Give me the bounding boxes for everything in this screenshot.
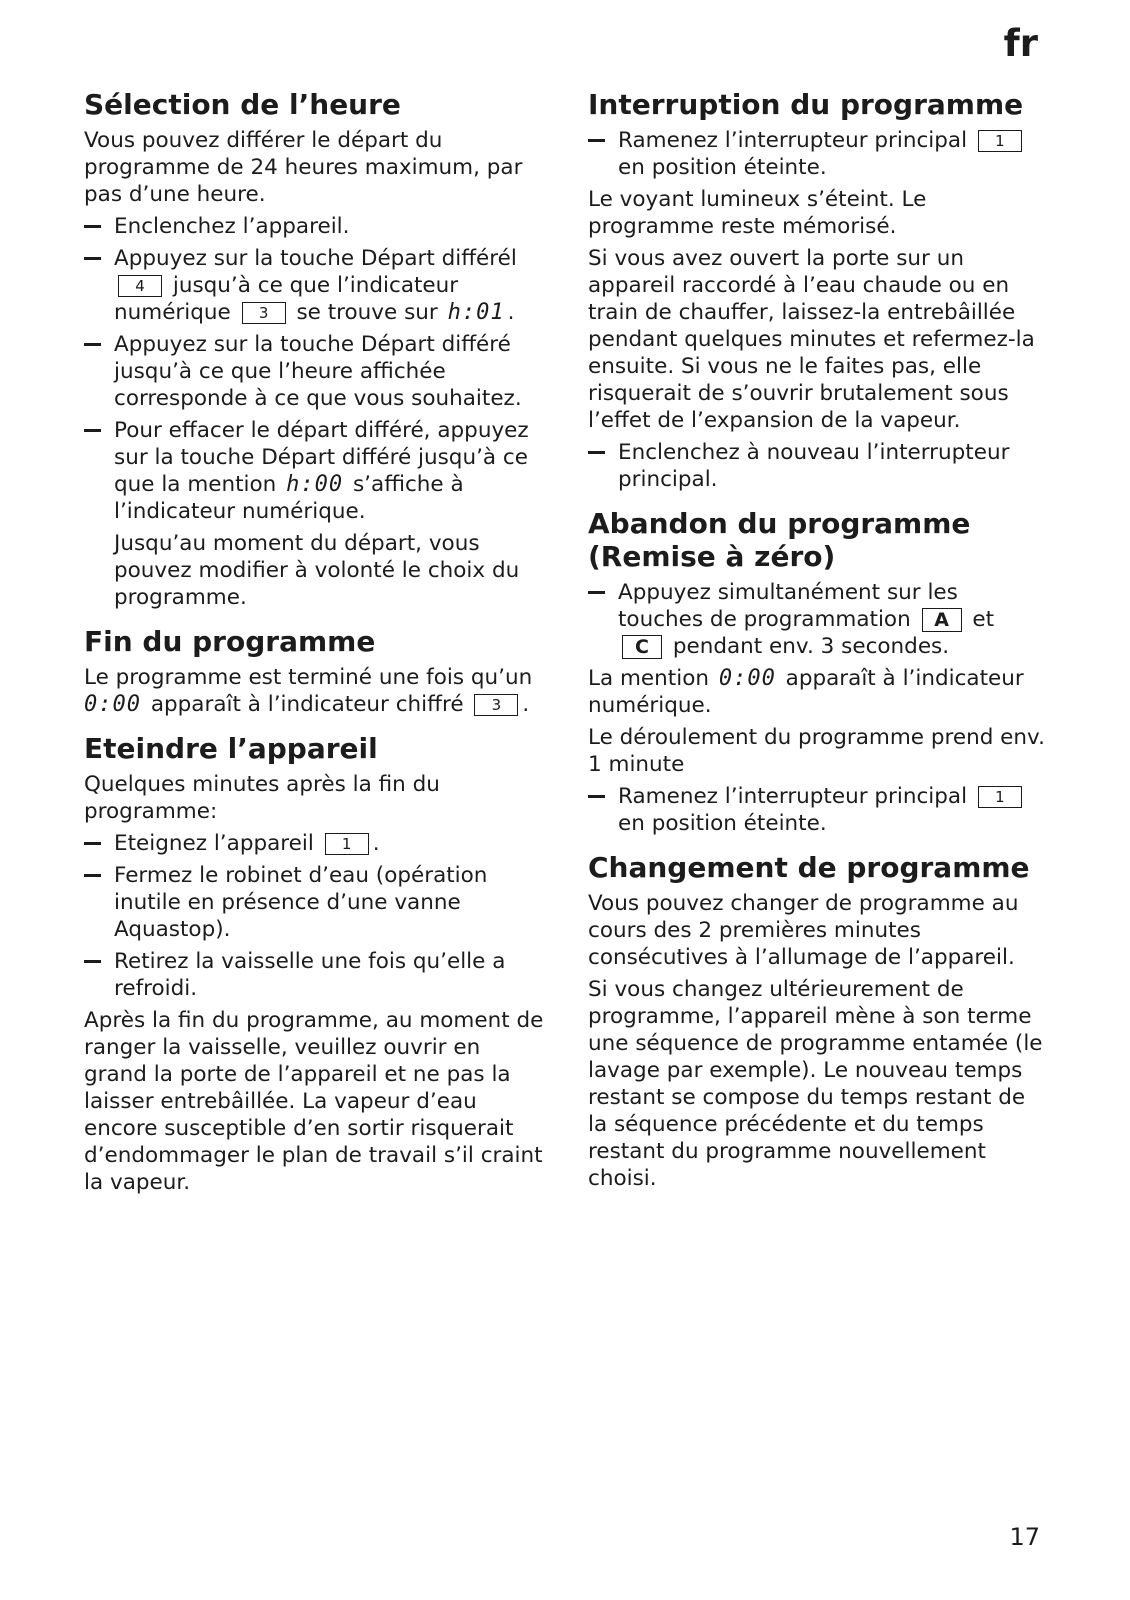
key-ref-4: 4 [118,275,162,297]
paragraph [84,664,544,718]
list-item-text: en position éteinte. [618,155,827,180]
left-column [84,88,544,1210]
list-item [84,213,544,240]
display-readout: h:01 [447,300,505,325]
paragraph: Si vous avez ouvert la porte sur un appareil raccordé à l’eau chaude ou en train de chauffer, laissez-la entrebâillée pendant quelques minutes et refermez-la ensuite. Si vous ne le faites pas, elle risquerait de s’ouvrir brutalement sous l’effet de l’expansion de la vapeur. [588,246,1035,433]
list-item-text: jusqu’à ce que l’indicateur numérique [114,273,459,325]
section-fin-programme [84,625,544,718]
page-number: 17 [1009,1523,1040,1551]
display-readout: h:00 [286,472,344,497]
section-title: Sélection de l’heure [84,88,401,121]
dash-bullet-icon [84,225,101,228]
paragraph: Vous pouvez différer le départ du programme de 24 heures maximum, par pas d’une heure. [84,128,523,207]
list-note: Jusqu’au moment du départ, vous pouvez modifier à volonté le choix du programme. [114,531,520,610]
dash-bullet-icon [84,874,101,877]
dash-bullet-icon [588,139,605,142]
list-item [84,245,544,326]
list-item-text: pendant env. 3 secondes. [672,634,950,659]
list-item-text: et [972,607,995,632]
dash-bullet-icon [84,842,101,845]
section-selection-heure [84,88,544,611]
paragraph-text: La mention [588,666,709,691]
key-ref-3: 3 [242,302,286,324]
key-ref-a: A [922,608,962,632]
list-item-text: Enclenchez l’appareil. [114,214,350,239]
list-item-text: Fermez le robinet d’eau (opération inutile en présence d’une vanne Aquastop). [114,863,488,942]
list-item-text: Ramenez l’interrupteur principal [618,784,968,809]
list-item-text: se trouve sur [296,300,438,325]
key-ref-3: 3 [474,694,518,716]
list-item-text: Ramenez l’interrupteur principal [618,128,968,153]
section-eteindre-appareil [84,732,544,1196]
instruction-list [588,783,1048,837]
punctuation: . [372,831,380,856]
paragraph-text: Le programme est terminé une fois qu’un [84,665,533,690]
list-item-text: Enclenchez à nouveau l’interrupteur principal. [618,440,1010,492]
instruction-list [588,127,1048,181]
punctuation: . [522,692,530,717]
list-item [588,127,1048,181]
instruction-list [588,579,1048,660]
list-item [588,783,1048,837]
list-item-text: Appuyez sur la touche Départ différél [114,246,517,271]
list-item [84,830,544,857]
list-item [84,331,544,412]
section-title: Interruption du programme [588,88,1024,121]
key-ref-1: 1 [325,833,369,855]
instruction-list [84,830,544,1002]
list-item-text: Retirez la vaisselle une fois qu’elle a refroidi. [114,949,506,1001]
list-item-text: s’affiche à l’indicateur numérique. [114,472,464,524]
section-title: Abandon du programme (Remise à zéro) [588,507,971,573]
list-item-text: Pour effacer le départ différé, appuyez sur la touche Départ différé jusqu’à ce que la mention [114,418,529,497]
key-ref-1: 1 [978,786,1022,808]
instruction-list [84,213,544,611]
language-code: fr [1003,22,1038,65]
list-item-text: Appuyez sur la touche Départ différé jusqu’à ce que l’heure affichée corresponde à ce que vous souhaitez. [114,332,522,411]
paragraph: Vous pouvez changer de programme au cours des 2 premières minutes consécutives à l’allumage de l’appareil. [588,891,1019,970]
key-ref-1: 1 [978,130,1022,152]
dash-bullet-icon [84,429,101,432]
punctuation: . [507,300,515,325]
list-item [84,948,544,1002]
display-readout: 0:00 [718,666,776,691]
right-column [588,88,1048,1206]
paragraph: Si vous changez ultérieurement de programme, l’appareil mène à son terme une séquence de programme entamée (le lavage par exemple). Le nouveau temps restant se compose du temps restant de la séquence précédente et du temps restant du programme nouvellement choisi. [588,977,1043,1191]
list-item [588,439,1048,493]
section-changement [588,851,1048,1192]
dash-bullet-icon [84,960,101,963]
section-title: Eteindre l’appareil [84,732,378,765]
paragraph-text: apparaît à l’indicateur numérique. [588,666,1024,718]
dash-bullet-icon [84,343,101,346]
list-item [84,862,544,943]
list-item-text: Appuyez simultanément sur les touches de programmation [618,580,958,632]
key-ref-c: C [622,635,662,659]
paragraph: Le voyant lumineux s’éteint. Le programme reste mémorisé. [588,187,927,239]
list-item [588,579,1048,660]
paragraph-text: apparaît à l’indicateur chiffré [150,692,464,717]
dash-bullet-icon [84,257,101,260]
paragraph: Quelques minutes après la fin du programme: [84,772,440,824]
dash-bullet-icon [588,591,605,594]
list-item-text: Eteignez l’appareil [114,831,314,856]
instruction-list [588,439,1048,493]
display-readout: 0:00 [84,692,141,717]
section-title: Changement de programme [588,851,1030,884]
paragraph: Après la fin du programme, au moment de ranger la vaisselle, veuillez ouvrir en grand la porte de l’appareil et ne pas la laisser entrebâillée. La vapeur d’eau encore susceptible d’en sortir risquerait d’endommager le plan de travail s’il craint la vapeur. [84,1008,544,1195]
list-item-text: en position éteinte. [618,811,827,836]
section-interruption [588,88,1048,493]
dash-bullet-icon [588,795,605,798]
paragraph [588,665,1048,719]
section-abandon [588,507,1048,837]
dash-bullet-icon [588,451,605,454]
paragraph: Le déroulement du programme prend env. 1 minute [588,725,1045,777]
section-title: Fin du programme [84,625,376,658]
list-item [84,417,544,525]
